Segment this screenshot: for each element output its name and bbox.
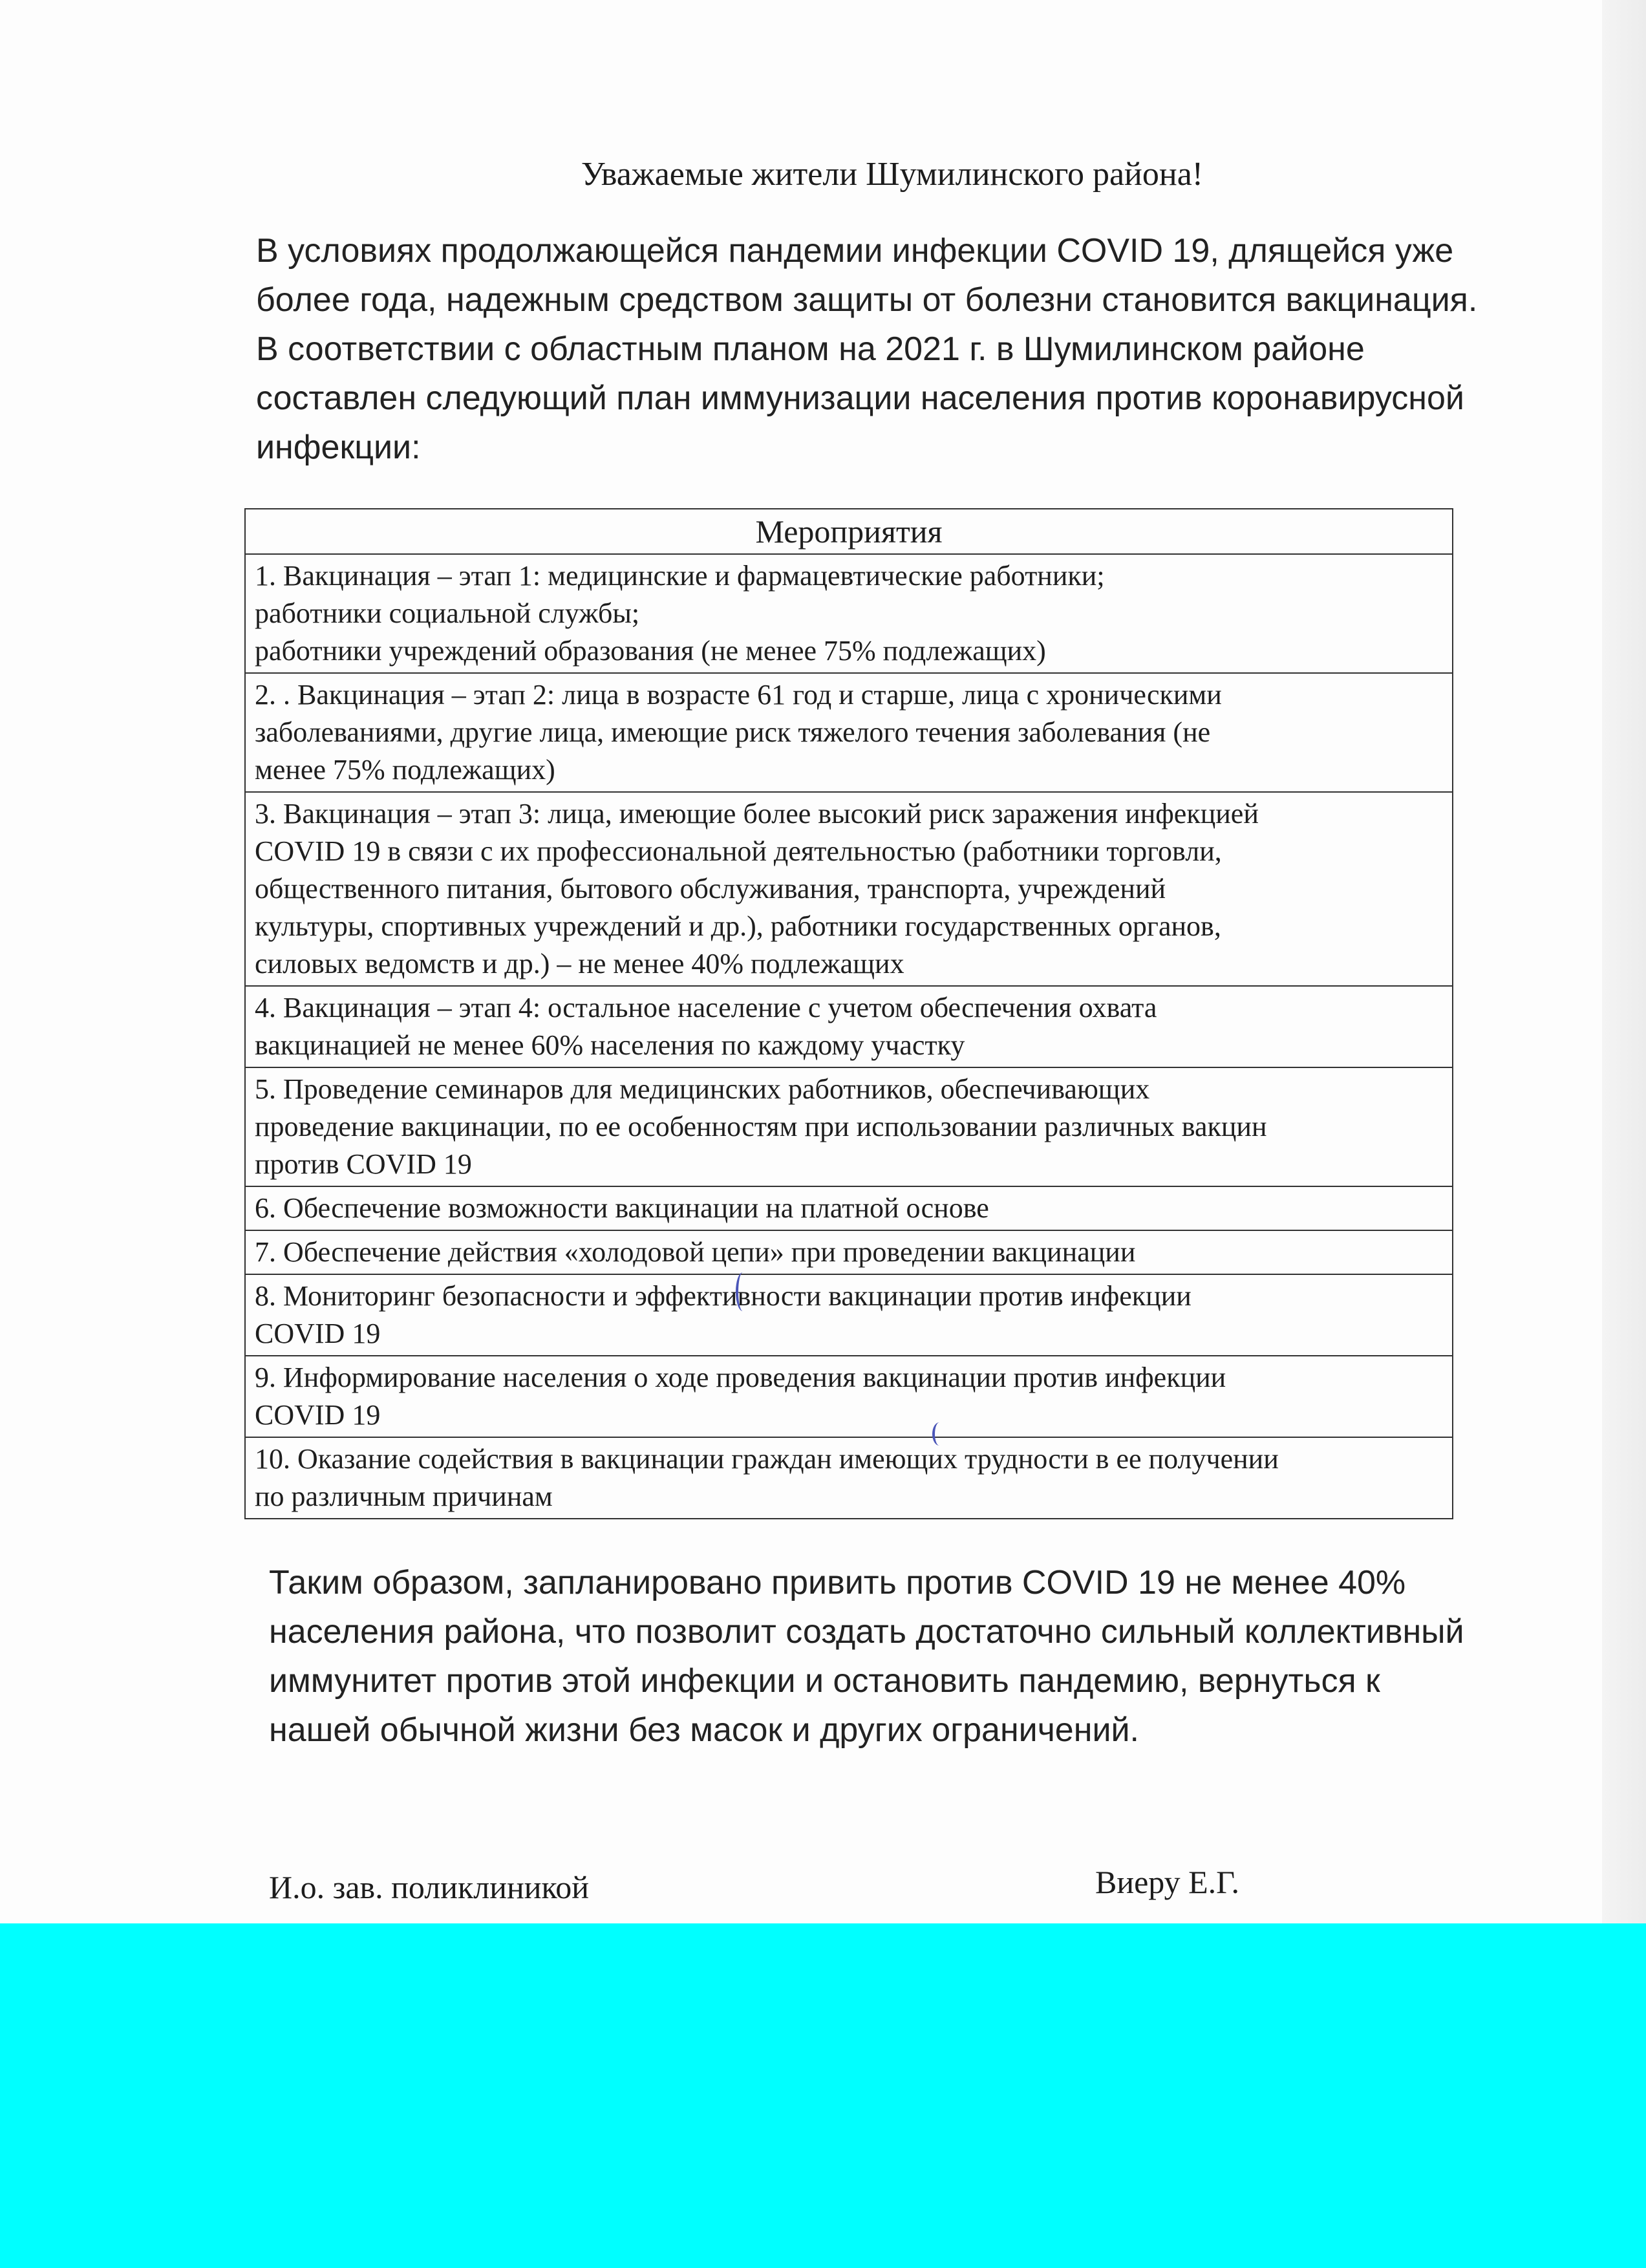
table-header-row xyxy=(245,509,1453,554)
table-row xyxy=(245,1186,1453,1230)
cell-line: COVID 19 в связи с их профессиональной деятельностью (работники торговли, xyxy=(255,835,1222,867)
cell-line: 9. Информирование населения о ходе проведения вакцинации против инфекции xyxy=(255,1362,1226,1393)
table-row xyxy=(245,554,1453,673)
cell-line: заболеваниями, другие лица, имеющие риск тяжелого течения заболевания (не xyxy=(255,716,1211,748)
cell-line: 6. Обеспечение возможности вакцинации на платной основе xyxy=(255,1192,989,1224)
intro-line: В соответствии с областным планом на 2021 г. в Шумилинском районе xyxy=(256,330,1365,368)
cell-line: COVID 19 xyxy=(255,1399,381,1431)
table-header-cell: Мероприятия xyxy=(245,509,1453,554)
table-row xyxy=(245,673,1453,792)
cell-line: менее 75% подлежащих) xyxy=(255,754,555,786)
table-cell xyxy=(245,673,1453,792)
table-row xyxy=(245,1067,1453,1186)
paper-edge-shadow xyxy=(1602,0,1646,1923)
table-cell xyxy=(245,1186,1453,1230)
cell-line: общественного питания, бытового обслуживания, транспорта, учреждений xyxy=(255,873,1166,904)
cell-line: работники социальной службы; xyxy=(255,597,640,629)
table-cell xyxy=(245,1274,1453,1356)
intro-line: составлен следующий план иммунизации населения против коронавирусной xyxy=(256,380,1464,417)
cell-line: 8. Мониторинг безопасности и эффективности вакцинации против инфекции xyxy=(255,1280,1192,1312)
cell-line: 5. Проведение семинаров для медицинских работников, обеспечивающих xyxy=(255,1073,1150,1105)
cell-line: 2. . Вакцинация – этап 2: лица в возрасте 61 год и старше, лица с хроническими xyxy=(255,679,1222,711)
table-row xyxy=(245,792,1453,986)
table-cell xyxy=(245,1230,1453,1274)
table-cell xyxy=(245,554,1453,673)
conclusion-line: нашей обычной жизни без масок и других ограничений. xyxy=(269,1711,1139,1749)
signatory-name: Виеру Е.Г. xyxy=(1095,1864,1239,1900)
intro-line: инфекции: xyxy=(256,429,421,466)
cell-line: 10. Оказание содействия в вакцинации граждан имеющих трудности в ее получении xyxy=(255,1443,1279,1475)
conclusion-line: Таким образом, запланировано привить против COVID 19 не менее 40% xyxy=(269,1564,1406,1601)
cell-line: 1. Вакцинация – этап 1: медицинские и фармацевтические работники; xyxy=(255,560,1105,592)
table-cell xyxy=(245,1437,1453,1519)
intro-line: более года, надежным средством защиты от болезни становится вакцинация. xyxy=(256,281,1478,319)
table-cell xyxy=(245,1356,1453,1437)
scan-background xyxy=(0,1923,1646,2268)
pen-mark xyxy=(736,1272,750,1311)
page-title: Уважаемые жители Шумилинского района! xyxy=(581,156,1204,193)
cell-line: 4. Вакцинация – этап 4: остальное население с учетом обеспечения охвата xyxy=(255,992,1157,1023)
table-row xyxy=(245,986,1453,1067)
table-row xyxy=(245,1230,1453,1274)
cell-line: 3. Вакцинация – этап 3: лица, имеющие более высокий риск заражения инфекцией xyxy=(255,798,1259,829)
table-cell xyxy=(245,1067,1453,1186)
table-row xyxy=(245,1274,1453,1356)
signatory-role: И.о. зав. поликлиникой xyxy=(269,1869,589,1905)
cell-line: 7. Обеспечение действия «холодовой цепи» при проведении вакцинации xyxy=(255,1236,1136,1268)
table-row xyxy=(245,1437,1453,1519)
cell-line: силовых ведомств и др.) – не менее 40% подлежащих xyxy=(255,948,904,979)
conclusion-paragraph xyxy=(269,1558,1562,1755)
cell-line: по различным причинам xyxy=(255,1481,553,1512)
cell-line: COVID 19 xyxy=(255,1318,381,1349)
intro-paragraph xyxy=(256,226,1549,472)
cell-line: вакцинацией не менее 60% населения по каждому участку xyxy=(255,1029,965,1061)
table-row xyxy=(245,1356,1453,1437)
table-cell xyxy=(245,986,1453,1067)
conclusion-line: иммунитет против этой инфекции и остановить пандемию, вернуться к xyxy=(269,1662,1380,1700)
conclusion-line: населения района, что позволит создать достаточно сильный коллективный xyxy=(269,1613,1464,1651)
cell-line: работники учреждений образования (не менее 75% подлежащих) xyxy=(255,635,1046,667)
table-cell xyxy=(245,792,1453,986)
pen-mark xyxy=(932,1422,946,1446)
cell-line: проведение вакцинации, по ее особенностям при использовании различных вакцин xyxy=(255,1111,1267,1142)
immunization-plan-table xyxy=(244,508,1453,1519)
cell-line: культуры, спортивных учреждений и др.), работники государственных органов, xyxy=(255,910,1221,942)
intro-line: В условиях продолжающейся пандемии инфекции COVID 19, длящейся уже xyxy=(256,232,1454,270)
cell-line: против COVID 19 xyxy=(255,1148,472,1180)
